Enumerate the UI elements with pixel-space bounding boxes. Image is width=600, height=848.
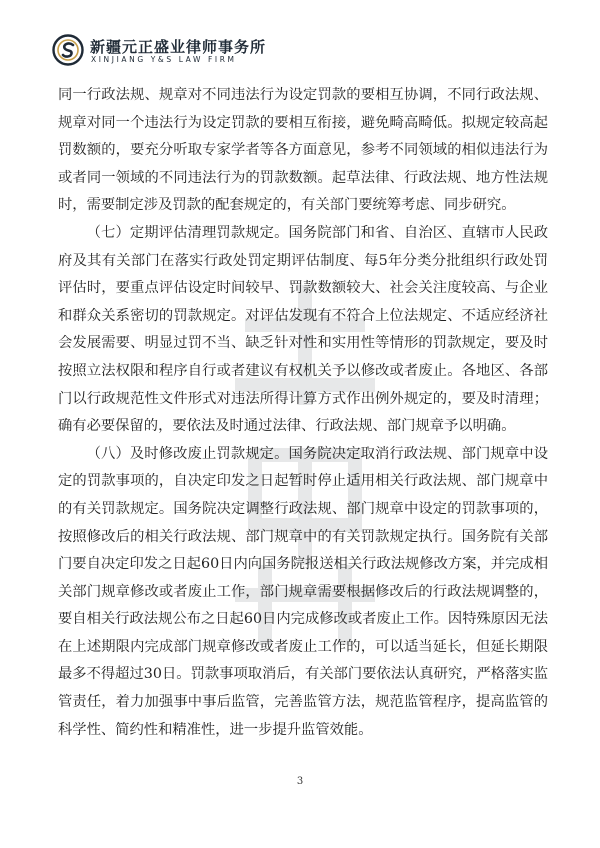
document-body — [58, 82, 548, 744]
letterhead — [52, 34, 352, 68]
paragraph-section-7: （七）定期评估清理罚款规定。国务院部门和省、自治区、直辖市人民政府及其有关部门在落实行政处罚定期评估制度、每5年分类分批组织行政处罚评估时，要重点评估设定时间较早、罚款数额较大、社会关注度较高、与企业和群众关系密切的罚款规定。对评估发现有不符合上位法规定、不适应经济社会发展需要、明显过罚不当、缺乏针对性和实用性等情形的罚款规定，要及时按照立法权限和程序自行或者建议有权机关予以修改或者废止。各地区、各部门以行政规范性文件形式对违法所得计算方式作出例外规定的，要及时清理；确有必要保留的，要依法及时通过法律、行政法规、部门规章予以明确。 — [58, 224, 548, 435]
page-number: 3 — [296, 776, 304, 787]
paragraph-continuation: 同一行政法规、规章对不同违法行为设定罚款的要相互协调，不同行政法规、规章对同一个违法行为设定罚款的要相互衔接，避免畸高畸低。拟规定较高起罚数额的，要充分听取专家学者等各方面意见，参考不同领域的相似违法行为或者同一领域的不同违法行为的罚款数额。起草法律、行政法规、地方性法规时，需要制定涉及罚款的配套规定的，有关部门要统筹考虑、同步研究。 — [58, 87, 548, 214]
firm-name-cn: 新疆元正盛业律师事务所 — [90, 38, 267, 56]
firm-name-en: XINJIANG Y&S LAW FIRM — [91, 55, 237, 64]
paragraph-section-8: （八）及时修改废止罚款规定。国务院决定取消行政法规、部门规章中设定的罚款事项的，自决定印发之日起暂时停止适用相关行政法规、部门规章中的有关罚款规定。国务院决定调整行政法规、部门规章中设定的罚款事项的，按照修改后的相关行政法规、部门规章中的有关罚款规定执行。国务院有关部门要自决定印发之日起60日内向国务院报送相关行政法规修改方案，并完成相关部门规章修改或者废止工作，部门规章需要根据修改后的行政法规调整的，要自相关行政法规公布之日起60日内完成修改或者废止工作。因特殊原因无法在上述期限内完成部门规章修改或者废止工作的，可以适当延长，但延长期限最多不得超过30日。罚款事项取消后，有关部门要依法认真研究，严格落实监管责任，着力加强事中事后监管，完善监管方法，规范监管程序，提高监管的科学性、简约性和精准性，进一步提升监管效能。 — [58, 445, 548, 738]
law-firm-logo-icon — [52, 34, 84, 66]
